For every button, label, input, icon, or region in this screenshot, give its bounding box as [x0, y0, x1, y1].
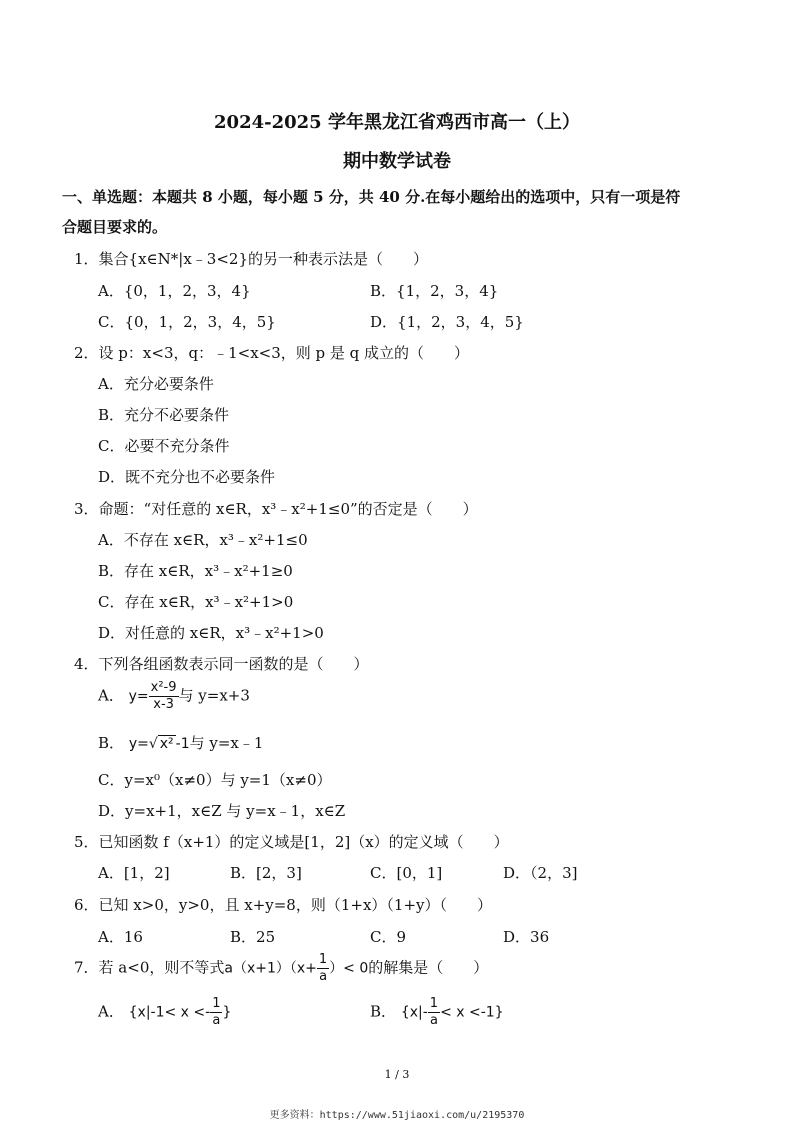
q7-option-a-fraction — [210, 996, 222, 1029]
q7-stem-post: 的解集是（ ） — [368, 958, 489, 977]
question-2-option-b: B．充分不必要条件 — [98, 406, 230, 424]
question-5-stem: 5．已知函数 f（x+1）的定义域是[1，2]（x）的定义域（ ） — [74, 833, 509, 851]
q7-option-b-numerator: 1 — [429, 996, 439, 1011]
question-4-option-b — [98, 732, 263, 753]
question-1-option-c: C．{0，1，2，3，4，5} — [98, 313, 276, 331]
q7-option-a-post: } — [222, 1004, 232, 1021]
q7-option-b-label: B． — [370, 1002, 397, 1021]
q7-stem-numerator: 1 — [318, 952, 328, 967]
section-heading-line1: 一、单选题：本题共 8 小题，每小题 5 分，共 40 分.在每小题给出的选项中，只有一项是符 — [62, 188, 681, 206]
question-5-option-c: C．[0，1] — [370, 864, 443, 882]
question-1-option-a: A．{0，1，2，3，4} — [98, 282, 251, 300]
option-b-rest: 与 y=x﹣1 — [189, 734, 264, 752]
exam-title-line1: 2024-2025 学年黑龙江省鸡西市高一（上） — [214, 112, 580, 133]
question-5-option-a: A．[1，2] — [98, 864, 170, 882]
option-a-numerator: x²-9 — [150, 680, 177, 695]
footer-resource-link[interactable]: 更多资料：https://www.51jiaoxi.com/u/2195370 — [269, 1110, 525, 1121]
page-number: 1 / 3 — [384, 1068, 410, 1081]
option-a-rest: 与 y=x+3 — [178, 686, 250, 705]
question-7-option-a — [98, 996, 231, 1029]
question-6-option-b: B．25 — [230, 928, 276, 946]
option-b-radicand: x² — [159, 736, 174, 752]
question-5-option-d: D．（2，3] — [503, 864, 578, 882]
question-3-stem: 3．命题：“对任意的 x∈R，x³﹣x²+1≤0”的否定是（ ） — [74, 500, 478, 518]
option-b-label: B． — [98, 734, 125, 752]
q7-option-a-label: A． — [98, 1002, 124, 1021]
question-4-option-d: D．y=x+1，x∈Z 与 y=x﹣1，x∈Z — [98, 802, 346, 820]
question-2-option-a: A．充分必要条件 — [98, 375, 214, 393]
question-7-stem — [74, 952, 488, 985]
question-2-stem: 2．设 p：x<3，q：﹣1<x<3，则 p 是 q 成立的（ ） — [74, 344, 470, 362]
section-heading-line2: 合题目要求的。 — [62, 218, 168, 236]
q7-option-a-denominator: a — [212, 1013, 221, 1028]
question-1-option-d: D．{1，2，3，4，5} — [370, 313, 524, 331]
q7-option-b-denominator: a — [429, 1013, 438, 1028]
question-2-option-d: D．既不充分也不必要条件 — [98, 468, 276, 486]
question-3-option-d: D．对任意的 x∈R，x³﹣x²+1>0 — [98, 624, 324, 642]
option-a-fraction — [149, 680, 179, 713]
option-b-tail: -1 — [175, 736, 190, 752]
q7-stem-fraction — [317, 952, 329, 985]
question-6-option-a: A．16 — [98, 928, 143, 946]
question-4-option-c: C．y=x⁰（x≠0）与 y=1（x≠0） — [98, 771, 332, 789]
option-a-label: A． — [98, 686, 124, 705]
q7-stem-math: a（x+1）（x+ — [224, 960, 317, 977]
exam-title-line2: 期中数学试卷 — [343, 151, 451, 172]
q7-stem-math2: ）< 0 — [329, 960, 369, 977]
q7-option-b-post: < x <-1} — [440, 1004, 504, 1021]
question-6-option-c: C．9 — [370, 928, 407, 946]
q7-stem-pre: 7．若 a<0，则不等式 — [74, 958, 225, 977]
question-1-stem: 1．集合{x∈N*|x﹣3<2}的另一种表示法是（ ） — [74, 250, 428, 268]
question-5-option-b: B．[2，3] — [230, 864, 302, 882]
question-7-option-b — [370, 996, 504, 1029]
question-2-option-c: C．必要不充分条件 — [98, 437, 230, 455]
option-a-y: y= — [128, 688, 149, 705]
option-b-y: y= — [128, 736, 149, 752]
question-6-option-d: D．36 — [503, 928, 550, 946]
q7-option-a-numerator: 1 — [212, 996, 221, 1011]
question-4-stem: 4．下列各组函数表示同一函数的是（ ） — [74, 655, 369, 673]
question-6-stem: 6．已知 x>0，y>0，且 x+y=8，则（1+x）（1+y）（ ） — [74, 896, 493, 914]
q7-option-a-pre: {x|-1< x <- — [128, 1004, 211, 1021]
option-a-denominator: x-3 — [153, 697, 174, 712]
q7-option-b-pre: {x|- — [400, 1004, 428, 1021]
sqrt-sign: √ — [148, 736, 158, 752]
question-3-option-b: B．存在 x∈R，x³﹣x²+1≥0 — [98, 562, 293, 580]
question-3-option-c: C．存在 x∈R，x³﹣x²+1>0 — [98, 593, 294, 611]
question-3-option-a: A．不存在 x∈R，x³﹣x²+1≤0 — [98, 531, 308, 549]
question-4-option-a — [98, 680, 250, 713]
q7-option-b-fraction — [428, 996, 440, 1029]
q7-stem-denominator: a — [319, 969, 328, 984]
question-1-option-b: B．{1，2，3，4} — [370, 282, 499, 300]
